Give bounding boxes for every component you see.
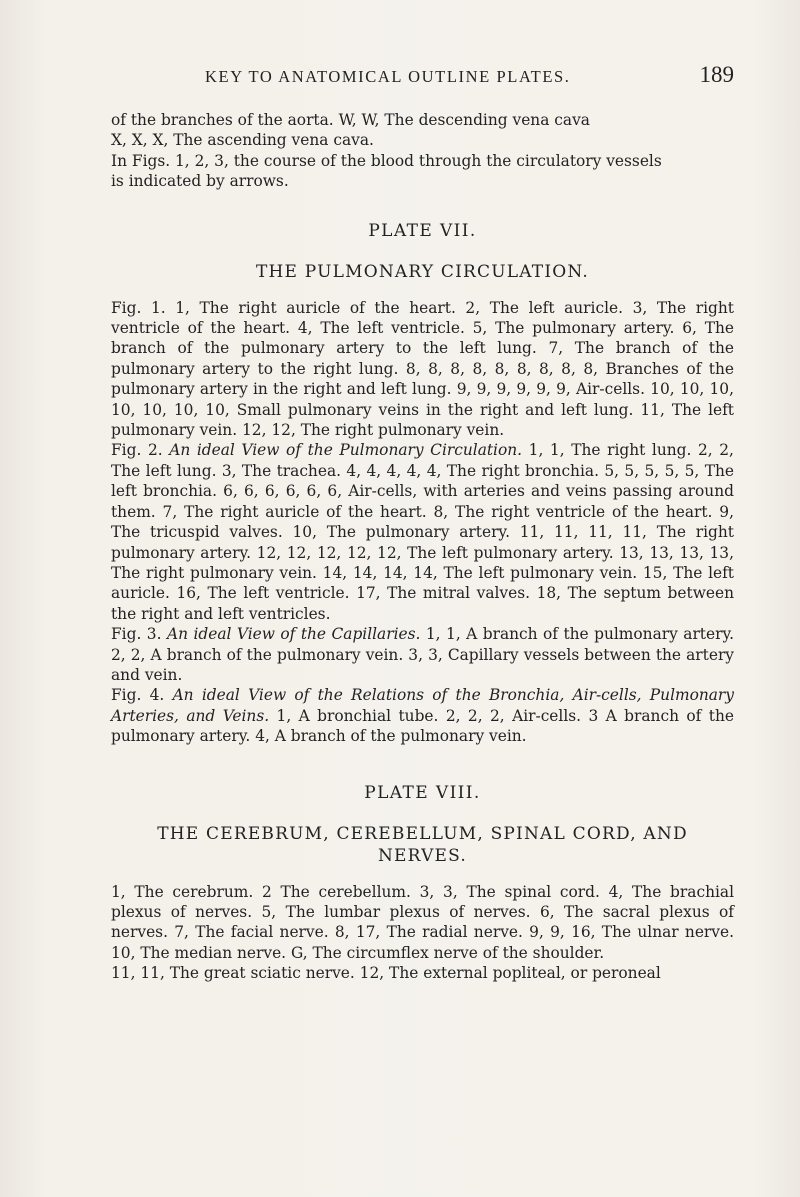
plate-7-fig-2 [111,440,734,624]
fig-1-label: Fig. 1. [111,298,166,317]
intro-paragraph [111,110,734,192]
plate-8-title [111,823,734,867]
page-number: 189 [699,62,734,87]
fig-4-label: Fig. 4. [111,686,165,705]
plate-7-fig-4 [111,685,734,746]
fig-3-text: 1, 1, A branch of the pulmonary artery. 2, 2, A branch of the pulmonary vein. 3, 3, Capillary vessels between the artery and vein. [111,625,734,684]
plate-8-title-line-1: THE CEREBRUM, CEREBELLUM, SPINAL CORD, AND [157,823,688,844]
fig-1-text: 1, The right auricle of the heart. 2, The left auricle. 3, The right ventricle of the heart. 4, The left ventricle. 5, The pulmonary artery. 6, The branch of the pulmonary artery to the left lung. 7, The branch of the pulmonary artery to the right lung. 8, 8, 8, 8, 8, 8, 8, 8, 8, Branches of the pulmonary artery in the right and left lung. 9, 9, 9, 9, 9, 9, Air-cells. 10, 10, 10, 10, 10, 10, 10, Small pulmonary veins in the right and left lung. 11, The left pulmonary vein. 12, 12, The right pulmonary vein. [111,298,734,440]
plate-7-heading: PLATE VII. [368,220,477,241]
fig-2-title: An ideal View of the Pulmonary Circulation. [169,441,523,460]
plate-8-heading: PLATE VIII. [364,782,481,803]
fig-3-label: Fig. 3. [111,625,162,644]
fig-4-text: 1, A bronchial tube. 2, 2, 2, Air-cells. 3 A branch of the pulmonary artery. 4, A branch of the pulmonary vein. [111,706,734,746]
plate-7-fig-1 [111,298,734,441]
intro-line-2: X, X, X, The ascending vena cava. [111,131,374,150]
plate-8-paragraph-1: 1, The cerebrum. 2 The cerebellum. 3, 3, The spinal cord. 4, The brachial plexus of nerves. 5, The lumbar plexus of nerves. 6, The sacral plexus of nerves. 7, The facial nerve. 8, 17, The radial nerve. 9, 9, 16, The ulnar nerve. 10, The median nerve. G, The circumflex nerve of the shoulder. [111,882,734,962]
fig-3-title: An ideal View of the Capillaries. [166,625,421,644]
running-head [205,62,734,88]
plate-7-fig-3 [111,624,734,685]
plate-8-paragraph-2: 11, 11, The great sciatic nerve. 12, The external popliteal, or peroneal [111,964,661,983]
fig-2-text: 1, 1, The right lung. 2, 2, The left lung. 3, The trachea. 4, 4, 4, 4, 4, The right bronchia. 5, 5, 5, 5, 5, The left bronchia. 6, 6, 6, 6, 6, 6, Air-cells, with arteries and veins passing around them. 7, The right auricle of the heart. 8, The right ventricle of the heart. 9, The tricuspid valves. 10, The pulmonary artery. 11, 11, 11, 11, The right pulmonary artery. 12, 12, 12, 12, 12, The left pulmonary artery. 13, 13, 13, 13, The right pulmonary vein. 14, 14, 14, 14, The left pulmonary vein. 15, The left auricle. 16, The left ventricle. 17, The mitral valves. 18, The septum between the right and left ventricles. [111,441,734,623]
fig-4-title: An ideal View of the Relations of the Bronchia, Air-cells, Pulmonary Arteries, and Veins. [111,686,734,725]
plate-7-title: THE PULMONARY CIRCULATION. [255,261,589,282]
running-head-title: KEY TO ANATOMICAL OUTLINE PLATES. [205,67,571,86]
intro-line-1: of the branches of the aorta. W, W, The descending vena cava [111,111,590,129]
intro-line-4: is indicated by arrows. [111,172,289,191]
fig-2-label: Fig. 2. [111,441,163,460]
plate-8-title-line-2: NERVES. [377,845,467,866]
intro-line-3: In Figs. 1, 2, 3, the course of the blood through the circulatory vessels [111,151,662,170]
